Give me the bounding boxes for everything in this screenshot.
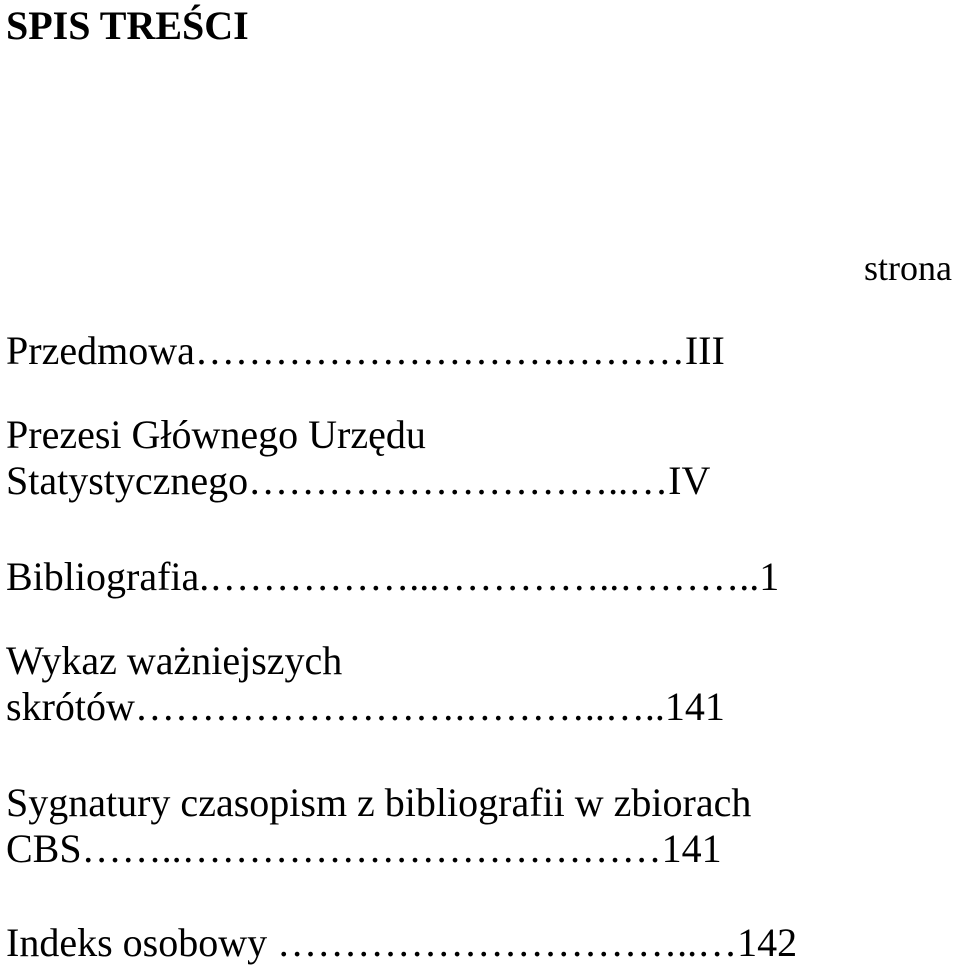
toc-page-number: 141 bbox=[661, 826, 722, 871]
toc-entry-line bbox=[6, 826, 952, 872]
toc-page-number: 141 bbox=[664, 684, 725, 729]
toc-entry-label: Przedmowa bbox=[6, 328, 195, 373]
toc-entry-line bbox=[6, 328, 952, 374]
toc-entry-label: skrótów bbox=[6, 684, 135, 729]
toc-entry-sygnatury-czasopism[interactable] bbox=[6, 780, 952, 872]
toc-dot-leader: …………………………..… bbox=[277, 920, 738, 965]
toc-entry-line bbox=[6, 684, 952, 730]
toc-entry-indeks-osobowy[interactable] bbox=[6, 920, 952, 966]
toc-dot-leader: ……..……………………………… bbox=[81, 826, 662, 871]
toc-entry-label: CBS bbox=[6, 826, 82, 871]
toc-dot-leader: ……………………….……… bbox=[194, 328, 685, 373]
toc-entry-label: Statystycznego bbox=[6, 458, 249, 503]
toc-entry-prezesi-gus[interactable] bbox=[6, 412, 952, 504]
toc-entry-label-line: Sygnatury czasopism z bibliografii w zbiorach bbox=[6, 780, 752, 825]
toc-entry-line bbox=[6, 554, 952, 600]
toc-page-number: 142 bbox=[737, 920, 798, 965]
toc-entry-wykaz-skrotow[interactable] bbox=[6, 638, 952, 730]
toc-entry-label: Bibliografia. bbox=[6, 554, 210, 599]
toc-entry-label-line: Prezesi Głównego Urzędu bbox=[6, 412, 426, 457]
toc-dot-leader: ………………………..… bbox=[248, 458, 669, 503]
page-column-label: strona bbox=[864, 248, 952, 288]
toc-page-number: 1 bbox=[759, 554, 780, 599]
toc-entry-bibliografia[interactable] bbox=[6, 554, 952, 600]
toc-entry-label-line: Wykaz ważniejszych bbox=[6, 638, 343, 683]
toc-entry-line bbox=[6, 920, 952, 966]
toc-dot-leader: …………………….………..….. bbox=[134, 684, 665, 729]
toc-page-number: IV bbox=[668, 458, 711, 503]
toc-page-number: III bbox=[684, 328, 725, 373]
toc-entry-line bbox=[6, 458, 952, 504]
toc-entry-label: Indeks osobowy bbox=[6, 920, 278, 965]
page-title: SPIS TREŚCI bbox=[6, 3, 249, 48]
toc-entry-przedmowa[interactable] bbox=[6, 328, 952, 374]
toc-dot-leader: ……………...…………..……….. bbox=[209, 554, 760, 599]
